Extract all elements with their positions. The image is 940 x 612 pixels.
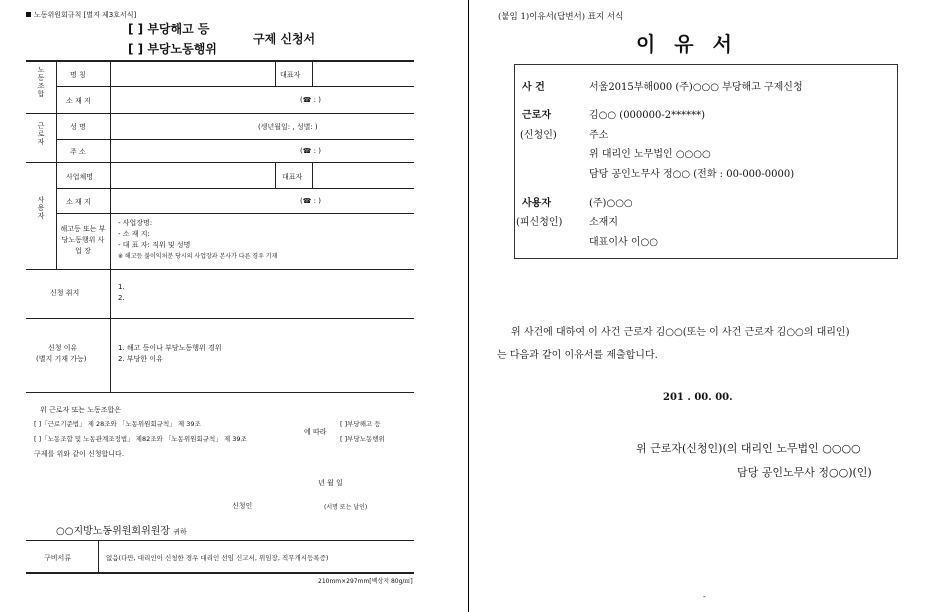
section-union: 노동조합 <box>37 66 45 98</box>
relief-option-2[interactable]: [ ]부당노동행위 <box>340 435 385 443</box>
form-code: 노동위원회규칙 [별지 제3호서식] <box>26 10 136 20</box>
section-worker: 근로자 <box>37 122 45 146</box>
law-option-1[interactable]: [ ]「근로기준법」 제 28조와 「노동위원회규칙」 제 39조 <box>34 420 201 428</box>
form-reference: (붙임 1)이유서(답변서) 표지 서식 <box>498 12 624 22</box>
submission-date: 201 . 00. 00. <box>663 392 733 403</box>
signature-line-2: 담당 공인노무사 정○○)(인) <box>737 466 872 479</box>
paper-spec: 210mm×297mm[백상지 80g/㎡] <box>318 578 413 585</box>
page-footer-mark: - <box>703 592 706 601</box>
union-name-label: 명 칭 <box>70 71 86 79</box>
union-address-label: 소 재 지 <box>66 97 91 105</box>
applicant-label: 신청인 <box>232 502 253 510</box>
sign-note[interactable]: (서명 또는 날인) <box>324 504 368 511</box>
employer-name-label: 사업체명 <box>66 173 94 181</box>
employer-rep-label: 대표자 <box>282 173 303 181</box>
law-option-2[interactable]: [ ]「노동조합 및 노동관계조정법」 제82조와 「노동위원회규칙」 제 39조 <box>34 435 247 443</box>
purpose-items[interactable]: 1. 2. <box>118 283 125 302</box>
reason-items[interactable]: 1. 해고 등이나 부당노동행위 경위 2. 부당한 이유 <box>118 344 222 363</box>
section-employer: 사용자 <box>37 196 45 220</box>
body-line-1: 위 사건에 대하여 이 사건 근로자 김○○(또는 이 사건 근로자 김○○의 대리인) <box>511 327 850 338</box>
attachments-label: 구비서류 <box>44 554 72 562</box>
statement-intro: 위 근로자 또는 노동조합은 <box>40 406 122 414</box>
case-info-box <box>514 64 898 259</box>
worker-address-label: 주 소 <box>70 148 86 156</box>
reason-label: 신청 이유 <box>48 344 78 352</box>
worker-birth-gender[interactable]: (생년월일: , 성별: ) <box>258 123 318 131</box>
case-value: 서울2015부해000 (주)○○○ 부당해고 구제신청 <box>589 82 803 93</box>
worker-agent: 위 대리인 노무법인 ○○○○ <box>589 149 711 160</box>
worker-address: 주소 <box>589 130 609 141</box>
case-label: 사 건 <box>522 82 545 93</box>
document-title: 이 유 서 <box>636 32 738 56</box>
title-option-2[interactable]: [ ] 부당노동행위 <box>128 42 217 56</box>
employer-address: 소재지 <box>589 217 618 228</box>
union-phone[interactable]: (☎ : ) <box>300 96 321 104</box>
worker-agent-contact: 담당 공인노무사 정○○ (전화 : 00-000-0000) <box>589 169 795 180</box>
workplace-label: 해고등 또는 부당노동행위 사 업 장 <box>60 225 106 255</box>
relief-option-1[interactable]: [ ]부당해고 등 <box>340 420 381 428</box>
employer-label: 사용자 <box>522 198 551 209</box>
worker-phone[interactable]: (☎ : ) <box>300 147 321 155</box>
attachments-text: 없음(다만, 대리인이 신청한 경우 대리인 선임 신고서, 위임장, 직무개시등록증) <box>106 554 329 562</box>
employer-phone[interactable]: (☎ : ) <box>300 197 321 205</box>
worker-label: 근로자 <box>522 110 551 121</box>
application-form-page <box>0 0 465 612</box>
statement-end: 구제를 위와 같이 신청합니다. <box>34 450 125 458</box>
worker-sub: (신청인) <box>520 130 557 141</box>
form-title: 구제 신청서 <box>253 32 316 46</box>
employer-sub: (피신청인) <box>516 217 563 228</box>
form-top-rule <box>26 60 414 62</box>
employer-rep: 대표이사 이○○ <box>589 237 658 248</box>
body-line-2: 는 다음과 같이 이유서를 제출합니다. <box>497 350 658 361</box>
title-option-1[interactable]: [ ] 부당해고 등 <box>128 22 210 36</box>
workplace-items: - 사업장명: - 소 재 지: - 대 표 자: 직위 및 성명 ※ 해고등 불이익처분 당시의 사업장과 본사가 다른 경우 기재 <box>118 219 278 260</box>
according-text: 에 따라 <box>304 428 327 436</box>
date-field[interactable]: 년 월 일 <box>318 479 343 487</box>
worker-name: 김○○ (000000-2******) <box>589 110 706 121</box>
employer-address-label: 소 재 지 <box>66 198 91 206</box>
reason-sub: (별지 기재 가능) <box>36 355 87 363</box>
signature-line-1: 위 근로자(신청인)(의 대리인 노무법인 ○○○○ <box>636 442 861 455</box>
union-rep-label: 대표자 <box>280 71 301 79</box>
purpose-label: 신청 취지 <box>50 289 80 297</box>
addressee: ○○지방노동위원회위원장 귀하 <box>56 526 187 537</box>
page-divider <box>468 0 469 612</box>
worker-name-label: 성 명 <box>70 123 86 131</box>
employer-name: (주)○○○ <box>589 198 633 209</box>
